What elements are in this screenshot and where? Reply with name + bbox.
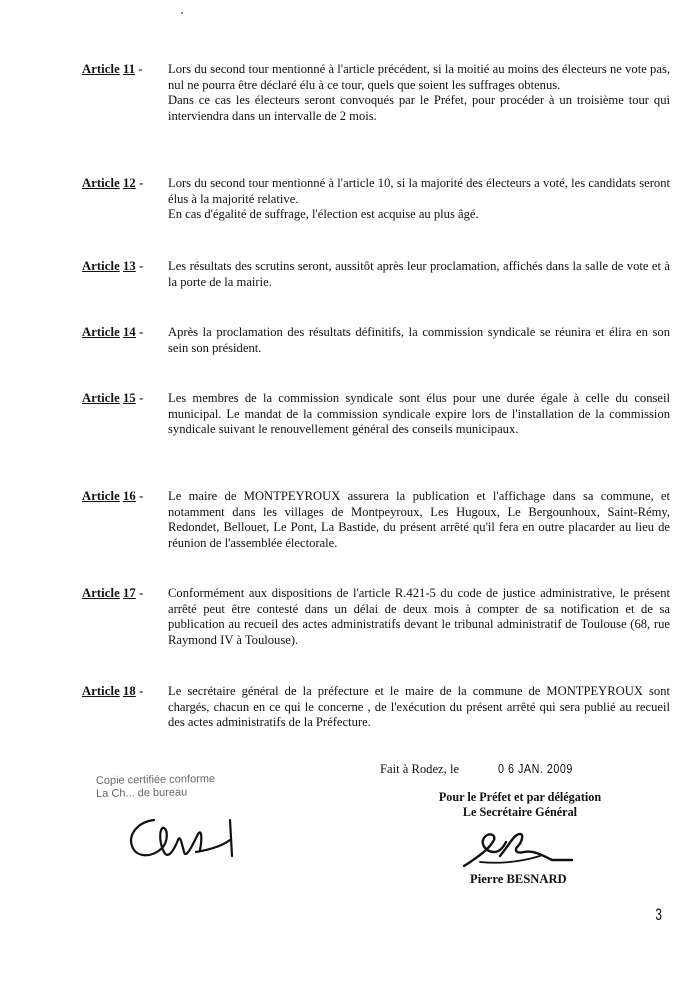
- article-paragraph: Les membres de la commission syndicale sont élus pour une durée égale à celle du conseil municipal. Le mandat de la commission syndicale expire lors de l'installation de la commission syndicale suivant le renouvellement général des conseils municipaux.: [168, 391, 670, 437]
- article-11: [82, 62, 670, 124]
- article-body: [168, 325, 670, 356]
- article-17: [82, 586, 670, 648]
- article-body: [168, 489, 670, 551]
- article-body: [168, 62, 670, 124]
- stamp-line-2: La Ch... de bureau: [96, 786, 188, 801]
- signature-left-icon: [118, 800, 268, 870]
- signatory-name: Pierre BESNARD: [470, 872, 567, 886]
- article-18: [82, 684, 670, 731]
- article-16: [82, 489, 670, 551]
- article-paragraph: En cas d'égalité de suffrage, l'élection est acquise au plus âgé.: [168, 207, 479, 222]
- article-paragraph: Conformément aux dispositions de l'article R.421-5 du code de justice administrative, le présent arrêté peut être contesté dans un délai de deux mois à compter de sa notification et de sa publication au recueil des actes administratifs devant le tribunal administratif de Toulouse (68, rue Raymond IV à Toulouse).: [168, 586, 670, 647]
- article-label: Article 15 -: [82, 391, 144, 405]
- signature-right-icon: [460, 826, 580, 874]
- signatory-block: [420, 790, 620, 820]
- signatory-line-2: Le Secrétaire Général: [462, 805, 578, 819]
- scan-speck: [181, 12, 183, 14]
- place-date-label: Fait à Rodez, le: [380, 762, 460, 776]
- stamp-line-1: Copie certifiée conforme: [95, 772, 216, 788]
- article-paragraph: Lors du second tour mentionné à l'article précédent, si la moitié au moins des électeurs ne vote pas, nul ne pourra être déclaré élu à ce tour, quels que soient les suffrages obtenus.: [168, 62, 670, 92]
- article-body: [168, 684, 670, 731]
- article-15: [82, 391, 670, 438]
- article-label: Article 12 -: [82, 176, 144, 190]
- article-body: [168, 259, 670, 290]
- article-paragraph: Le secrétaire général de la préfecture et le maire de la commune de MONTPEYROUX sont chargés, chacun en ce qui le concerne , de l'exécution du présent arrêté qui sera publié au recueil des actes administratifs de la Préfecture.: [168, 684, 670, 730]
- article-label: Article 18 -: [82, 684, 144, 698]
- article-13: [82, 259, 670, 290]
- article-label: Article 17 -: [82, 586, 144, 600]
- page-number: 3: [655, 905, 663, 924]
- article-body: [168, 176, 670, 223]
- article-paragraph: Après la proclamation des résultats définitifs, la commission syndicale se réunira et élira en son sein son président.: [168, 325, 670, 355]
- article-label: Article 16 -: [82, 489, 144, 503]
- article-label: Article 13 -: [82, 259, 144, 273]
- article-label: Article 11 -: [82, 62, 143, 76]
- article-body: [168, 586, 670, 648]
- signatory-line-1: Pour le Préfet et par délégation: [438, 790, 602, 804]
- article-paragraph: Lors du second tour mentionné à l'article 10, si la majorité des électeurs a voté, les candidats seront élus à la majorité relative.: [168, 176, 670, 206]
- article-paragraph: Dans ce cas les électeurs seront convoqués par le Préfet, pour procéder à un troisième tour qui interviendra dans un intervalle de 2 mois.: [168, 93, 670, 123]
- article-12: [82, 176, 670, 223]
- article-paragraph: Le maire de MONTPEYROUX assurera la publication et l'affichage dans sa commune, et notamment dans les villages de Montpeyroux, Les Hugoux, Le Bergounhoux, Saint-Rémy, Redondet, Bellouet, Le Pont, La Bastide, du présent arrêté qu'il fera en outre placarder au lieu de réunion de l'assemblée électorale.: [168, 489, 670, 550]
- article-body: [168, 391, 670, 438]
- date-stamp: 0 6 JAN. 2009: [498, 762, 573, 776]
- article-14: [82, 325, 670, 356]
- article-paragraph: Les résultats des scrutins seront, aussitôt après leur proclamation, affichés dans la salle de vote et à la porte de la mairie.: [168, 259, 670, 289]
- article-label: Article 14 -: [82, 325, 144, 339]
- certified-copy-stamp: [96, 773, 216, 801]
